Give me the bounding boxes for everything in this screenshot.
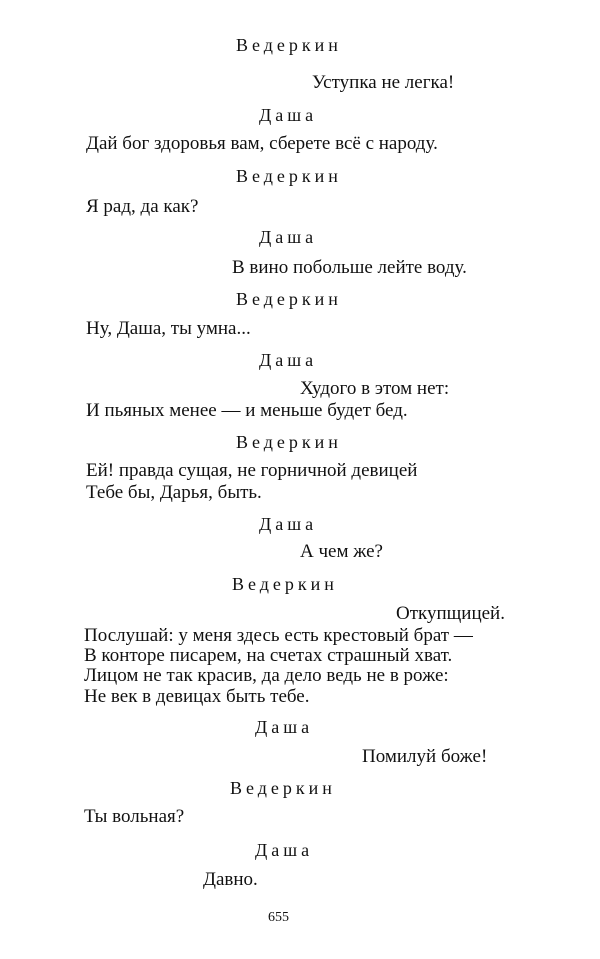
verse-line: В вино побольше лейте воду.: [232, 257, 467, 278]
speaker-dasha: Даша: [259, 105, 318, 125]
verse-line: Дай бог здоровья вам, сберете всё с народу.: [86, 133, 438, 154]
verse-line: В конторе писарем, на счетах страшный хват.: [84, 645, 453, 666]
verse-line: Я рад, да как?: [86, 196, 199, 217]
verse-line: Ну, Даша, ты умна...: [86, 318, 251, 339]
verse-line: Послушай: у меня здесь есть крестовый брат —: [84, 625, 473, 646]
verse-line: Давно.: [203, 869, 258, 890]
verse-line: Ты вольная?: [84, 806, 185, 827]
verse-line: Лицом не так красив, да дело ведь не в роже:: [84, 665, 449, 686]
speaker-vederkin: Ведеркин: [236, 166, 342, 186]
speaker-dasha: Даша: [255, 717, 314, 737]
verse-line: Откупщицей.: [396, 603, 505, 624]
verse-line: Ей! правда сущая, не горничной девицей: [86, 460, 418, 481]
speaker-vederkin: Ведеркин: [236, 432, 342, 452]
verse-line: Худого в этом нет:: [300, 378, 450, 399]
verse-line: Не век в девицах быть тебе.: [84, 686, 310, 707]
speaker-vederkin: Ведеркин: [236, 35, 342, 55]
verse-line: А чем же?: [300, 541, 383, 562]
speaker-dasha: Даша: [259, 227, 318, 247]
speaker-vederkin: Ведеркин: [230, 778, 336, 798]
verse-line: Тебе бы, Дарья, быть.: [86, 482, 262, 503]
verse-line: И пьяных менее — и меньше будет бед.: [86, 400, 408, 421]
speaker-dasha: Даша: [259, 350, 318, 370]
speaker-dasha: Даша: [259, 514, 318, 534]
verse-line: Помилуй боже!: [362, 746, 488, 767]
speaker-vederkin: Ведеркин: [236, 289, 342, 309]
page-number: 655: [268, 910, 289, 925]
speaker-dasha: Даша: [255, 840, 314, 860]
speaker-vederkin: Ведеркин: [232, 574, 338, 594]
verse-line: Уступка не легка!: [312, 72, 455, 93]
